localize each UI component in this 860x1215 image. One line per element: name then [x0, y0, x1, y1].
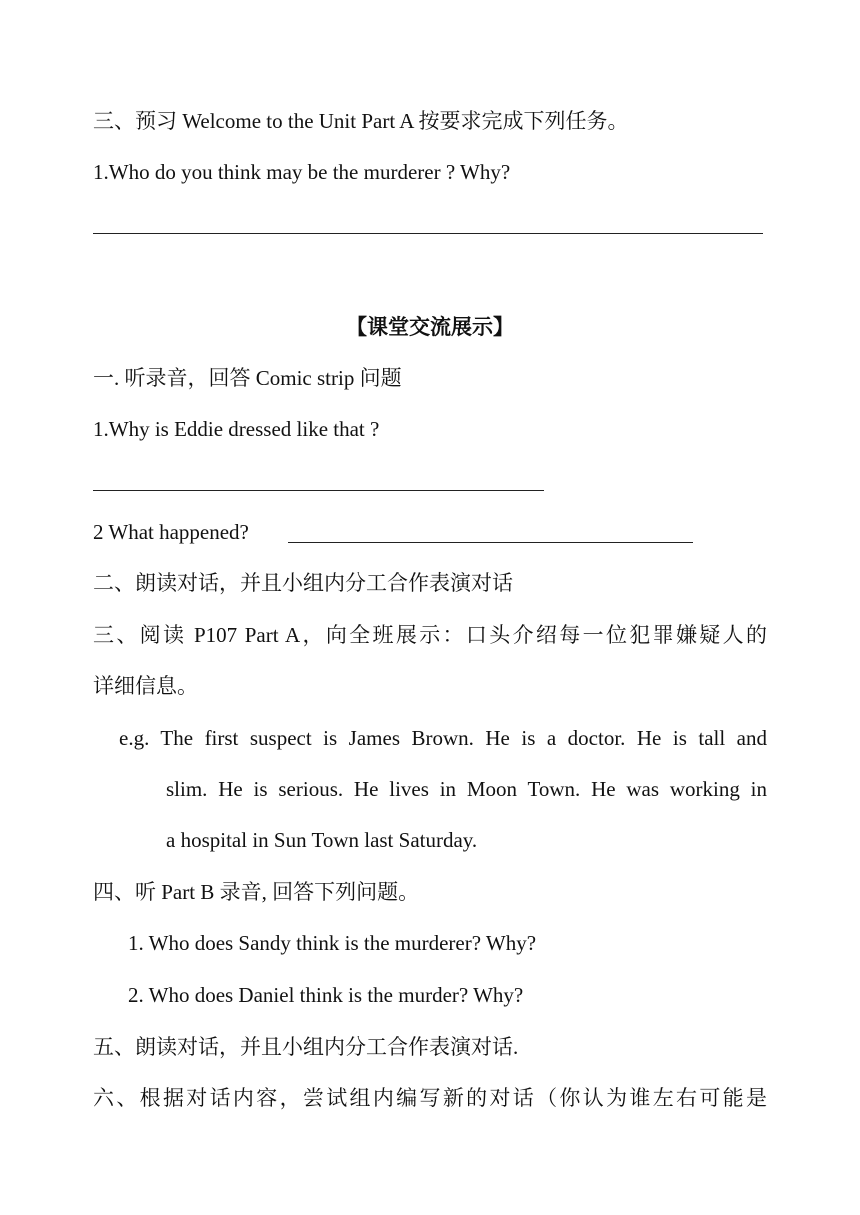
example-text: a hospital in Sun Town last Saturday.	[166, 828, 478, 852]
example-text: e.g. The first suspect is James Brown. He is a doctor. He is tall and	[119, 726, 767, 750]
task-4-title: 四、听 Part B 录音, 回答下列问题。	[93, 880, 420, 904]
task-2-title: 二、朗读对话，并且小组内分工合作表演对话	[93, 571, 513, 595]
answer-line	[93, 233, 763, 234]
task-4-question-2: 2. Who does Daniel think is the murder? Why?	[128, 983, 524, 1007]
task-5-title: 五、朗读对话，并且小组内分工合作表演对话.	[93, 1035, 519, 1059]
task-6-title: 六、根据对话内容，尝试组内编写新的对话（你认为谁左右可能是	[93, 1086, 767, 1110]
preview-title: 三、预习 Welcome to the Unit Part A 按要求完成下列任务。	[93, 109, 629, 133]
task-1-question-2: 2 What happened?	[93, 520, 249, 544]
task-1-title: 一. 听录音，回答 Comic strip 问题	[93, 366, 402, 390]
answer-line	[93, 490, 544, 491]
section-heading: 【课堂交流展示】	[346, 315, 514, 339]
answer-line	[288, 542, 693, 543]
example-text: slim. He is serious. He lives in Moon Town. He was working in	[166, 777, 767, 801]
task-3-title-continued: 详细信息。	[93, 674, 198, 698]
preview-question-1: 1.Who do you think may be the murderer ? Why?	[93, 160, 511, 184]
task-1-question-1: 1.Why is Eddie dressed like that ?	[93, 417, 380, 441]
task-3-title: 三、阅读 P107 Part A，向全班展示：口头介绍每一位犯罪嫌疑人的	[93, 623, 767, 647]
task-4-question-1: 1. Who does Sandy think is the murderer? Why?	[128, 931, 537, 955]
